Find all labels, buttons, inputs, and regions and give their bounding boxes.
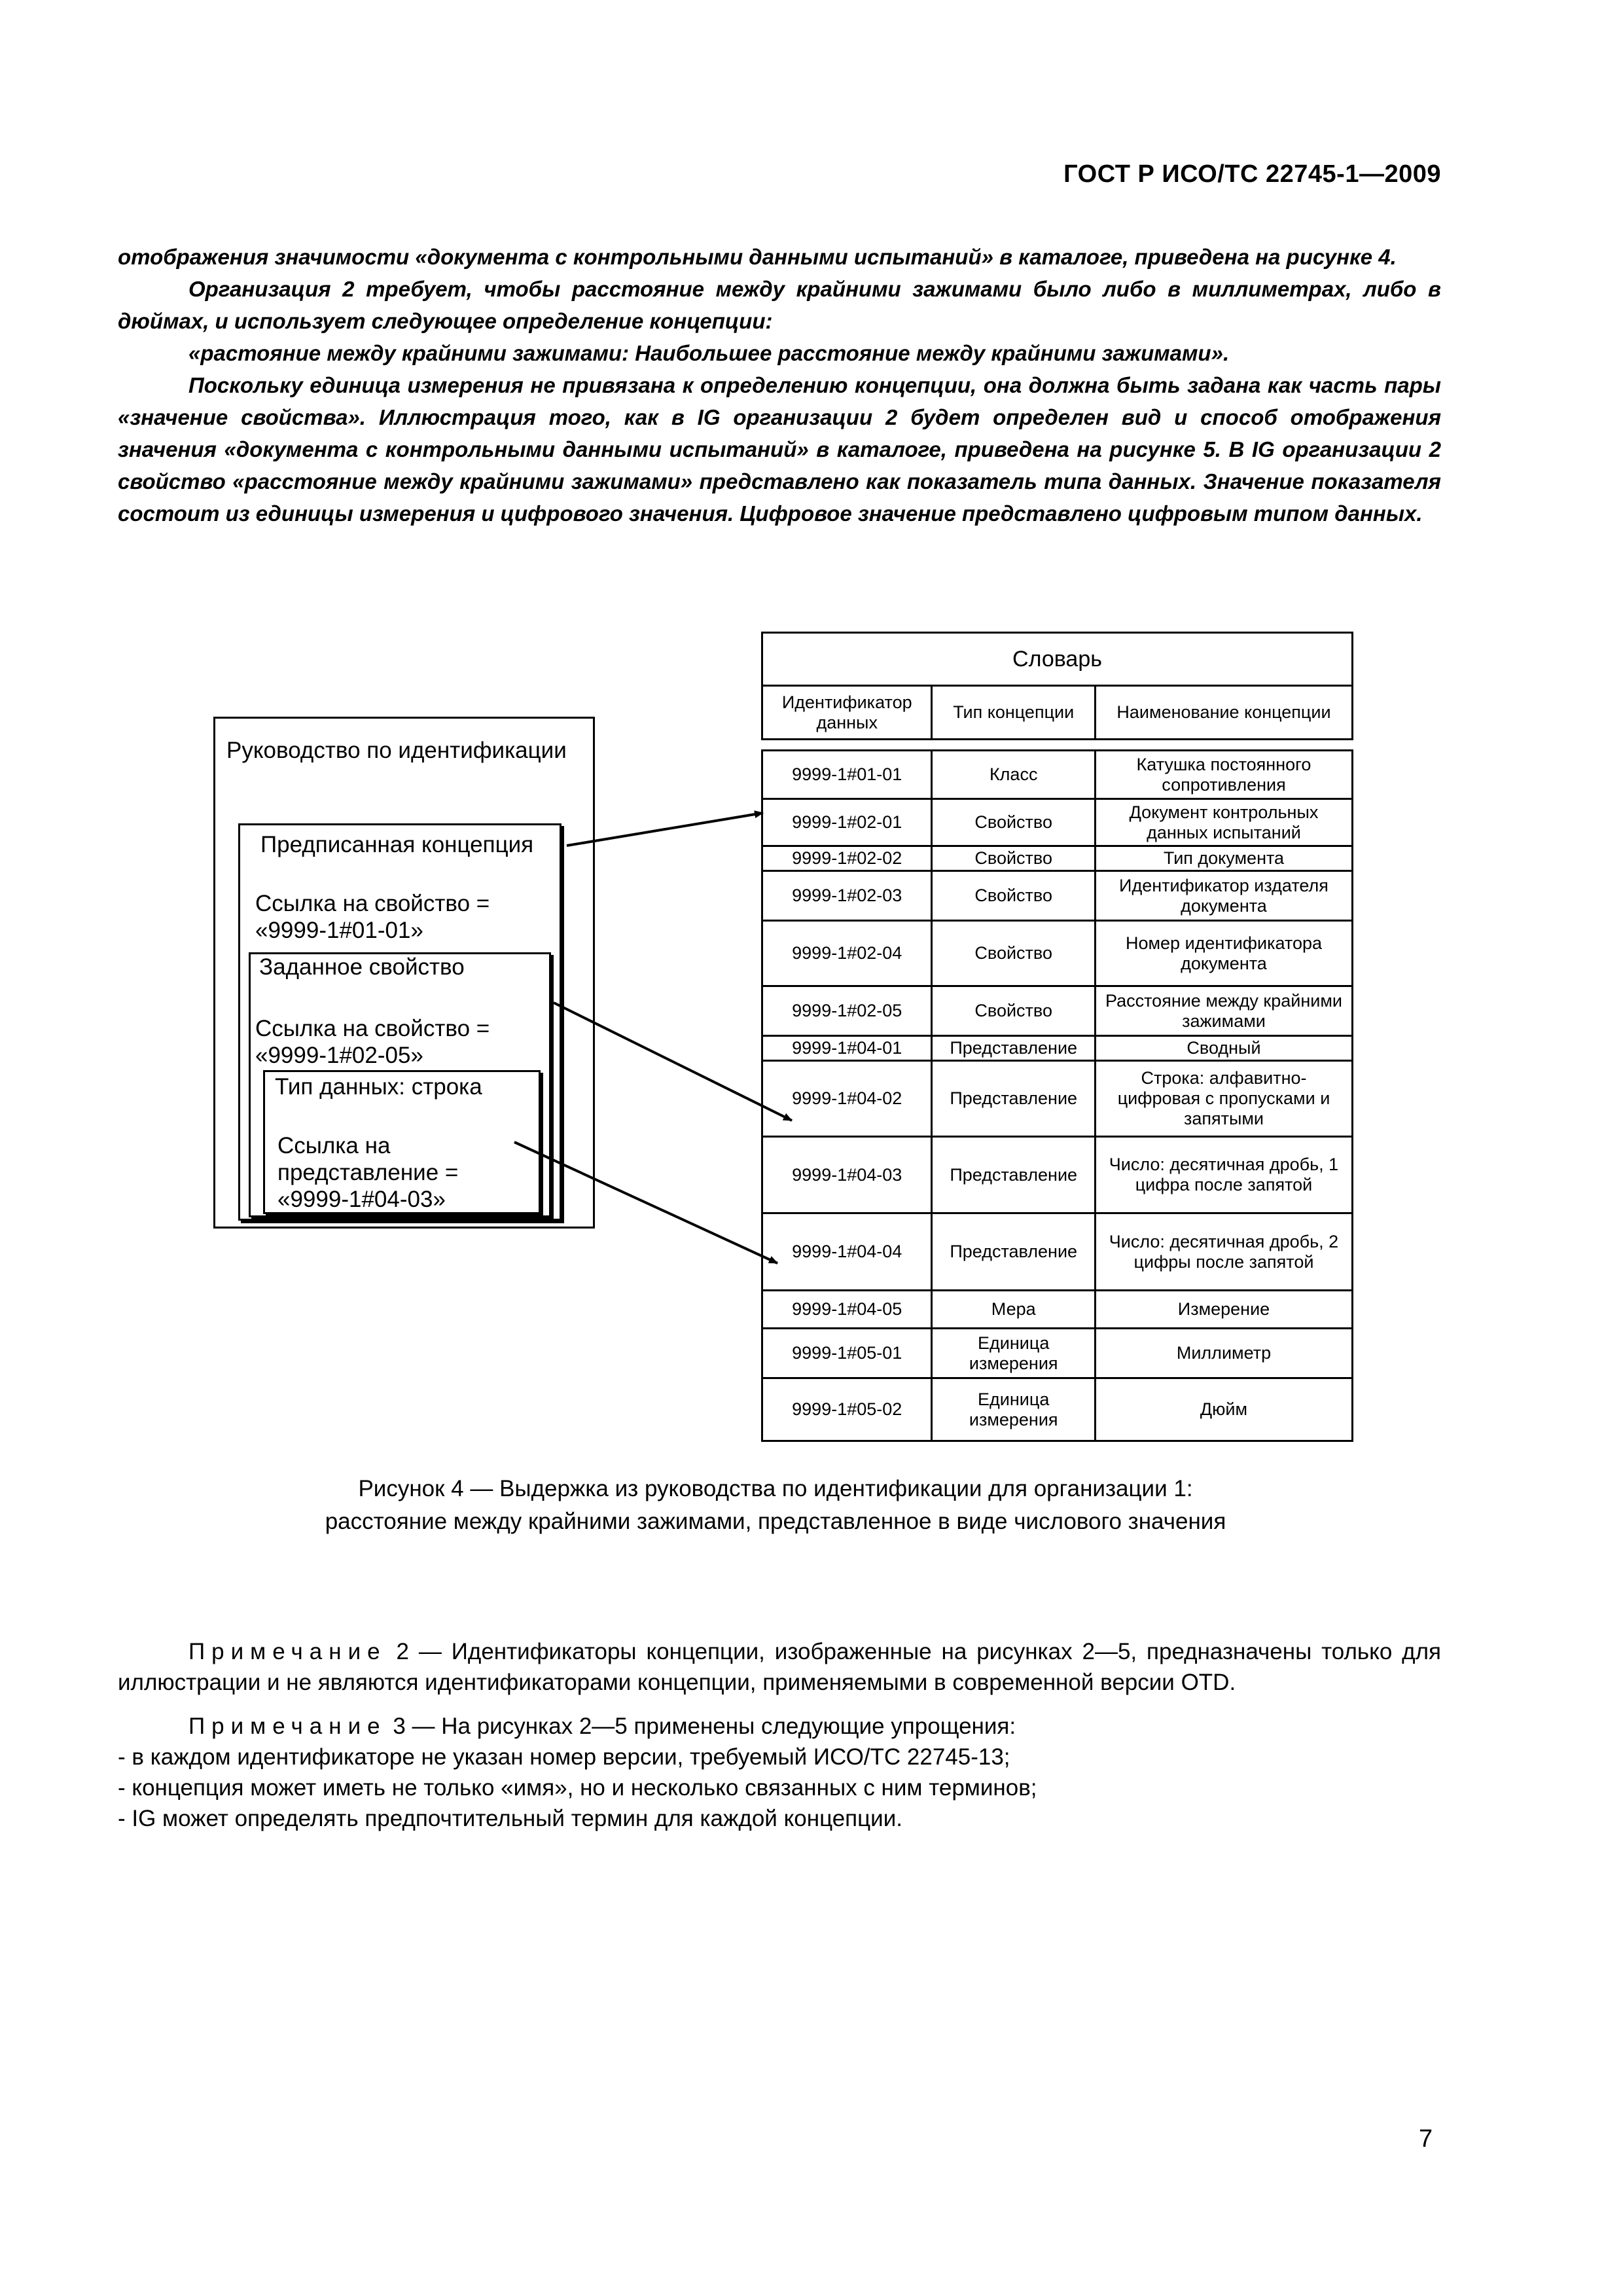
- arrow-to-decimal-representation: [514, 1142, 777, 1263]
- list-item: - в каждом идентификаторе не указан номер версии, требуемый ИСО/ТС 22745-13;: [118, 1744, 1010, 1770]
- list-item: - концепция может иметь не только «имя», но и несколько связанных с ним терминов;: [118, 1775, 1037, 1801]
- intro-paragraph: Организация 2 требует, чтобы расстояние между крайними зажимами было либо в миллиметрах, либо в дюймах, и использует следующее определение концепции:: [118, 277, 1441, 333]
- intro-paragraph: Поскольку единица измерения не привязана к определению концепции, она должна быть задана как часть пары «значение свойства». Иллюстрация того, как в IG организации 2 будет определен вид и способ отображения значения «документа с контрольными данными испытаний» в каталоге, приведена на рисунке 5. В IG организации 2 свойство «расстояние между крайними зажимами» представлено как показатель типа данных. Значение показателя состоит из единицы измерения и цифрового значения. Цифровое значение представлено цифровым типом данных.: [118, 373, 1441, 526]
- table-row: 9999-1#04-01 Представление Сводный: [762, 1036, 1353, 1061]
- table-row: 9999-1#04-02 Представление Строка: алфавитно-цифровая с пропусками и запятыми: [762, 1061, 1353, 1137]
- table-row: 9999-1#04-05 Мера Измерение: [762, 1291, 1353, 1329]
- table-row: 9999-1#05-01 Единица измерения Миллиметр: [762, 1329, 1353, 1378]
- arrow-to-terminal-distance: [554, 1003, 792, 1121]
- header-concept-name: Наименование концепции: [1095, 686, 1352, 740]
- prescribed-concept-label: Предписанная концепция: [260, 831, 536, 858]
- prescribed-property-reference: Ссылка на свойство = «9999-1#01-01»: [255, 891, 490, 943]
- guide-title: Руководство по идентификации: [226, 738, 567, 763]
- note-2: Примечание 2 — Идентификаторы концепции, изображенные на рисунках 2—5, предназначены только для иллюстрации и не являются идентификаторами концепции, применяемыми в современной версии OTD.: [118, 1639, 1441, 1695]
- table-row: 9999-1#04-04 Представление Число: десятичная дробь, 2 цифры после запятой: [762, 1213, 1353, 1291]
- notes-section: [118, 1636, 1441, 1834]
- data-type-label: Тип данных: строка: [275, 1074, 482, 1100]
- header-concept-type: Тип концепции: [932, 686, 1096, 740]
- table-row: 9999-1#02-03 Свойство Идентификатор издателя документа: [762, 871, 1353, 921]
- header-data-identifier: Идентификатор данных: [762, 686, 932, 740]
- table-row: 9999-1#05-02 Единица измерения Дюйм: [762, 1378, 1353, 1441]
- table-row: 9999-1#02-05 Свойство Расстояние между крайними зажимами: [762, 986, 1353, 1036]
- representation-reference: Ссылка на представление = «9999-1#04-03»: [277, 1133, 459, 1212]
- table-row: 9999-1#02-04 Свойство Номер идентификатора документа: [762, 921, 1353, 986]
- table-row: 9999-1#04-03 Представление Число: десятичная дробь, 1 цифра после запятой: [762, 1137, 1353, 1213]
- specified-property-label: Заданное свойство: [259, 954, 465, 980]
- standard-code: ГОСТ Р ИСО/ТС 22745-1—2009: [1063, 160, 1441, 188]
- table-row: 9999-1#02-02 Свойство Тип документа: [762, 846, 1353, 871]
- table-row: 9999-1#01-01 Класс Катушка постоянного сопротивления: [762, 751, 1353, 799]
- figure-caption: Рисунок 4 — Выдержка из руководства по идентификации для организации 1: расстояние между крайними зажимами, представленное в виде числового значения: [325, 1476, 1226, 1534]
- page-number: 7: [1419, 2125, 1433, 2153]
- intro-paragraph: «растояние между крайними зажимами: Наибольшее расстояние между крайними зажимами».: [188, 341, 1230, 365]
- arrow-to-test-document: [567, 813, 763, 846]
- note-3: Примечание 3 — На рисунках 2—5 применены следующие упрощения:: [188, 1713, 1016, 1739]
- intro-paragraph: отображения значимости «документа с контрольными данными испытаний» в каталоге, приведена на рисунке 4.: [118, 245, 1397, 269]
- list-item: - IG может определять предпочтительный термин для каждой концепции.: [118, 1806, 903, 1831]
- table-row: 9999-1#02-01 Свойство Документ контрольных данных испытаний: [762, 799, 1353, 846]
- dictionary-title: Словарь: [762, 633, 1353, 686]
- specified-property-reference: Ссылка на свойство = «9999-1#02-05»: [255, 1016, 490, 1068]
